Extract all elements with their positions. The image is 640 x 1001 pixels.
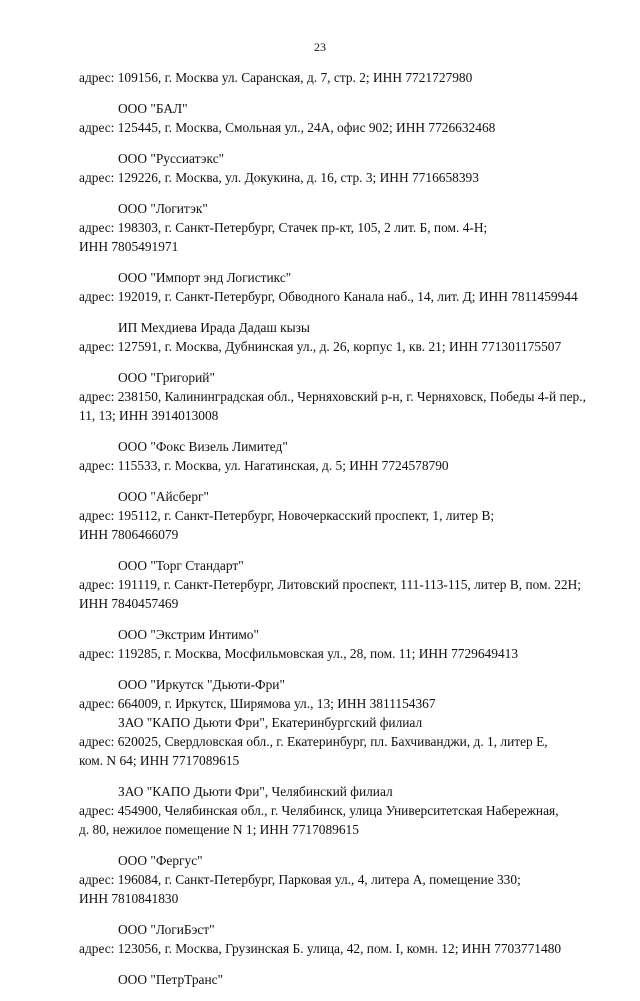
address-line: адрес: 196084, г. Санкт-Петербург, Парковая ул., 4, литера А, помещение 330; <box>79 872 521 887</box>
address-line: адрес: 198303, г. Санкт-Петербург, Стачек пр-кт, 105, 2 лит. Б, пом. 4-Н; <box>79 220 488 235</box>
list-item <box>79 556 589 613</box>
list-item <box>79 782 589 839</box>
address-line: адрес: 127591, г. Москва, Дубнинская ул., д. 26, корпус 1, кв. 21; ИНН 771301175507 <box>79 339 562 354</box>
list-item <box>79 970 589 989</box>
company-name: ЗАО "КАПО Дьюти Фри", Екатеринбургский филиал <box>118 715 423 730</box>
company-name: ООО "ЛогиБэст" <box>118 922 215 937</box>
company-name: ООО "ПетрТранс" <box>118 972 224 987</box>
list-item <box>79 68 589 87</box>
list-item <box>79 487 589 544</box>
list-item <box>79 199 589 256</box>
company-name: ООО "Фергус" <box>118 853 203 868</box>
list-item <box>79 268 589 306</box>
address-line: адрес: 125445, г. Москва, Смольная ул., 24А, офис 902; ИНН 7726632468 <box>79 120 496 135</box>
address-line: адрес: 115533, г. Москва, ул. Нагатинская, д. 5; ИНН 7724578790 <box>79 458 449 473</box>
address-line: адрес: 195112, г. Санкт-Петербург, Новочеркасский проспект, 1, литер В; <box>79 508 495 523</box>
list-item <box>79 99 589 137</box>
address-line: 11, 13; ИНН 3914013008 <box>79 408 219 423</box>
list-item <box>79 675 589 713</box>
company-name: ООО "Торг Стандарт" <box>118 558 244 573</box>
address-line: ИНН 7840457469 <box>79 596 179 611</box>
address-line: адрес: 192019, г. Санкт-Петербург, Обводного Канала наб., 14, лит. Д; ИНН 7811459944 <box>79 289 578 304</box>
list-item <box>79 851 589 908</box>
address-line: ИНН 7810841830 <box>79 891 179 906</box>
address-line: адрес: 664009, г. Иркутск, Ширямова ул., 13; ИНН 3811154367 <box>79 696 436 711</box>
address-line: адрес: 238150, Калининградская обл., Черняховский р-н, г. Черняховск, Победы 4-й пер., <box>79 389 586 404</box>
address-line: ИНН 7805491971 <box>79 239 179 254</box>
company-name: ООО "Логитэк" <box>118 201 208 216</box>
list-item <box>79 318 589 356</box>
list-item <box>79 625 589 663</box>
list-item <box>79 368 589 425</box>
entries-container <box>79 99 589 989</box>
company-list <box>79 68 589 1001</box>
company-name: ООО "Экстрим Интимо" <box>118 627 259 642</box>
company-name: ООО "Фокс Визель Лимитед" <box>118 439 288 454</box>
company-name: ООО "Руссиатэкс" <box>118 151 225 166</box>
address-line: адрес: 620025, Свердловская обл., г. Екатеринбург, пл. Бахчиванджи, д. 1, литер Е, <box>79 734 548 749</box>
address-line: адрес: 109156, г. Москва ул. Саранская, д. 7, стр. 2; ИНН 7721727980 <box>79 70 473 85</box>
company-name: ООО "Импорт энд Логистикс" <box>118 270 292 285</box>
address-line: ИНН 7806466079 <box>79 527 179 542</box>
list-item <box>79 920 589 958</box>
address-line: адрес: 123056, г. Москва, Грузинская Б. улица, 42, пом. I, комн. 12; ИНН 7703771480 <box>79 941 562 956</box>
company-name: ООО "Григорий" <box>118 370 215 385</box>
address-line: адрес: 191119, г. Санкт-Петербург, Литовский проспект, 111-113-115, литер В, пом. 22Н; <box>79 577 581 592</box>
address-line: д. 80, нежилое помещение N 1; ИНН 7717089615 <box>79 822 359 837</box>
company-name: ООО "БАЛ" <box>118 101 188 116</box>
company-name: ООО "Айсберг" <box>118 489 210 504</box>
company-name: ООО "Иркутск "Дьюти-Фри" <box>118 677 285 692</box>
list-item <box>79 437 589 475</box>
address-line: адрес: 129226, г. Москва, ул. Докукина, д. 16, стр. 3; ИНН 7716658393 <box>79 170 479 185</box>
address-line: адрес: 454900, Челябинская обл., г. Челябинск, улица Университетская Набережная, <box>79 803 559 818</box>
list-item <box>79 713 589 770</box>
company-name: ЗАО "КАПО Дьюти Фри", Челябинский филиал <box>118 784 393 799</box>
page-number: 23 <box>314 40 326 54</box>
address-line: ком. N 64; ИНН 7717089615 <box>79 753 240 768</box>
address-line: адрес: 119285, г. Москва, Мосфильмовская ул., 28, пом. 11; ИНН 7729649413 <box>79 646 519 661</box>
company-name: ИП Мехдиева Ирада Дадаш кызы <box>118 320 310 335</box>
list-item <box>79 149 589 187</box>
